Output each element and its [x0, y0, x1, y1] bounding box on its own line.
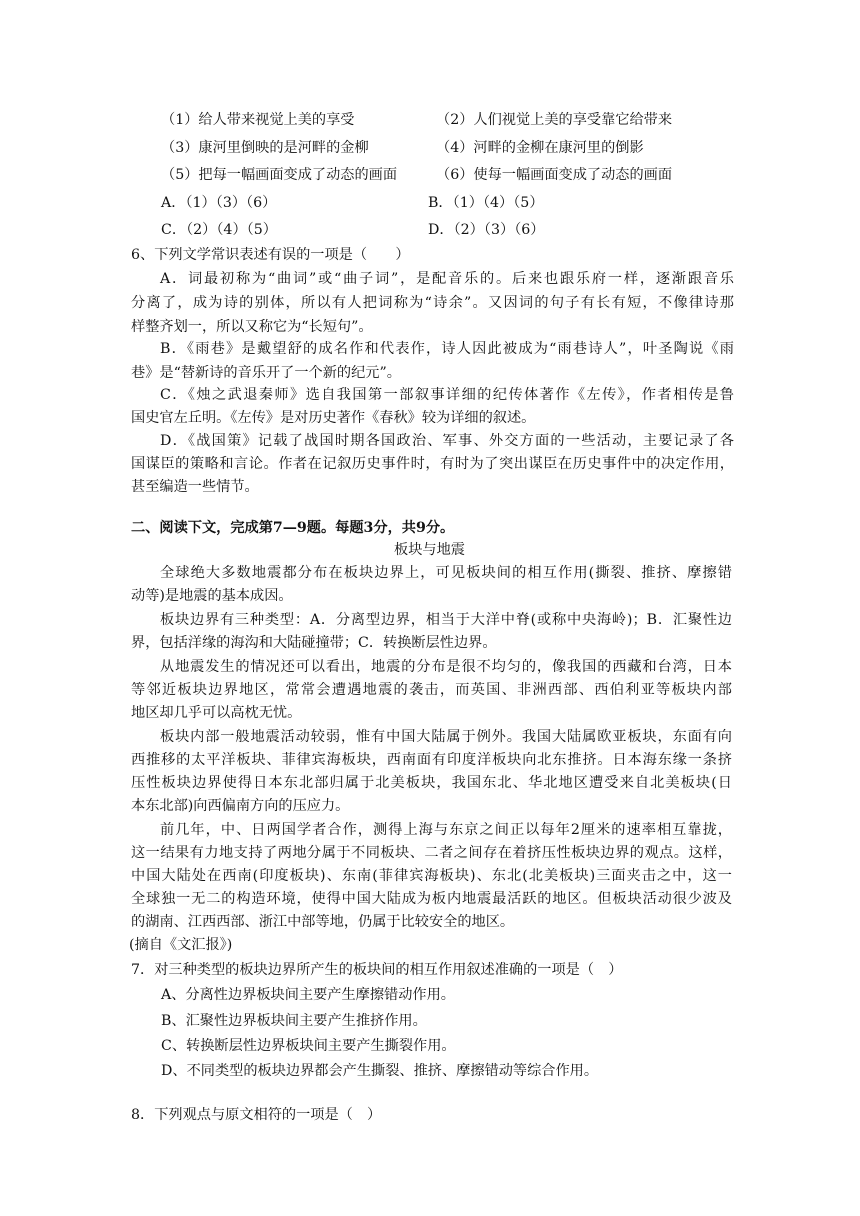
passage-line: 等邻近板块边界地区，常常会遭遇地震的袭击，而英国、非洲西部、西伯利亚等板块内部	[131, 682, 732, 698]
passage-line: 全球绝大多数地震都分布在板块边界上，可见板块间的相互作用(撕裂、推挤、摩擦错	[160, 565, 732, 581]
passage-line: 动等)是地震的基本成因。	[131, 588, 293, 604]
passage-line: 西推移的太平洋板块、菲律宾海板块，西南面有印度洋板块向北东推挤。日本海东缘一条挤	[131, 752, 732, 768]
q7-option: C、转换断层性边界板块间主要产生撕裂作用。	[161, 1038, 456, 1054]
q7-option: B、汇聚性边界板块间主要产生推挤作用。	[161, 1013, 427, 1029]
q5-item-4: （4）河畔的金柳在康河里的倒影	[436, 140, 644, 156]
q7-option: D、不同类型的板块边界都会产生撕裂、推挤、摩擦错动等综合作用。	[161, 1063, 599, 1079]
q7-stem: 7．对三种类型的板块边界所产生的板块间的相互作用叙述准确的一项是（ ）	[131, 962, 623, 978]
passage-source: (摘自《文汇报》)	[129, 937, 233, 953]
q8-stem: 8．下列观点与原文相符的一项是（ ）	[131, 1107, 382, 1123]
passage-line: 前几年，中、日两国学者合作，测得上海与东京之间正以每年2厘米的速率相互靠拢，	[160, 822, 732, 838]
passage-title: 板块与地震	[394, 542, 465, 558]
passage-line: 从地震发生的情况还可以看出，地震的分布是很不均匀的，像我国的西藏和台湾，日本	[160, 659, 732, 675]
q6-stem: 6、下列文学常识表述有误的一项是（ ）	[131, 247, 410, 263]
q6-option-a-line: 分离了，成为诗的别体，所以有人把词称为“诗余”。又因词的句子有长有短，不像律诗那	[131, 295, 734, 311]
passage-line: 界，包括洋缘的海沟和大陆碰撞带；C．转换断层性边界。	[131, 635, 497, 651]
q6-option-c-line: C．《烛之武退秦师》选自我国第一部叙事详细的纪传体著作《左传》，作者相传是鲁	[160, 387, 734, 403]
passage-line: 地区却几乎可以高枕无忧。	[131, 705, 302, 721]
passage-line: 的湖南、江西西部、浙江中部等地，仍属于比较安全的地区。	[131, 914, 515, 930]
q5-item-6: （6）使每一幅画面变成了动态的画面	[436, 167, 673, 183]
q6-option-a-line: 样整齐划一，所以又称它为“长短句”。	[131, 319, 373, 335]
q5-choice-a: A．（1）（3）（6）	[161, 195, 277, 211]
q5-choice-d: D．（2）（3）（6）	[428, 222, 545, 238]
q6-option-b-line: 巷》是“替新诗的音乐开了一个新的纪元”。	[131, 365, 401, 381]
q5-item-5: （5）把每一幅画面变成了动态的画面	[161, 167, 398, 183]
passage-line: 这一结果有力地支持了两地分属于不同板块、二者之间存在着挤压性板块边界的观点。这样，	[131, 845, 732, 861]
q6-option-b-line: B．《雨巷》是戴望舒的成名作和代表作，诗人因此被成为“雨巷诗人”，叶圣陶说《雨	[160, 341, 734, 357]
q5-item-2: （2）人们视觉上美的享受靠它给带来	[436, 112, 673, 128]
passage-line: 板块内部一般地震活动较弱，惟有中国大陆属于例外。我国大陆属欧亚板块，东面有向	[160, 729, 732, 745]
q5-choice-c: C．（2）（4）（5）	[161, 222, 277, 238]
q6-option-c-line: 国史官左丘明。《左传》是对历史著作《春秋》较为详细的叙述。	[131, 410, 536, 426]
q7-option: A、分离性边界板块间主要产生摩擦错动作用。	[161, 987, 455, 1003]
q6-option-a-line: A．词最初称为“曲词”或“曲子词”，是配音乐的。后来也跟乐府一样，逐渐跟音乐	[160, 271, 734, 287]
q5-choice-b: B．（1）（4）（5）	[428, 195, 544, 211]
q6-option-d-line: D．《战国策》记载了战国时期各国政治、军事、外交方面的一些活动，主要记录了各	[160, 433, 734, 449]
passage-line: 压性板块边界使得日本东北部归属于北美板块，我国东北、华北地区遭受来自北美板块(日	[131, 775, 732, 791]
passage-line: 本东北部)向西偏南方向的压应力。	[131, 798, 350, 814]
section-heading: 二、阅读下文，完成第7—9题。每题3分，共9分。	[131, 520, 455, 536]
q5-item-3: （3）康河里倒映的是河畔的金柳	[161, 140, 369, 156]
q5-item-1: （1）给人带来视觉上美的享受	[161, 112, 355, 128]
q6-option-d-line: 甚至编造一些情节。	[131, 479, 259, 495]
passage-line: 板块边界有三种类型：A．分离型边界，相当于大洋中脊(或称中央海岭)；B．汇聚性边	[160, 612, 732, 628]
passage-line: 中国大陆处在西南(印度板块)、东南(菲律宾海板块)、东北(北美板块)三面夹击之中，这一	[131, 868, 732, 884]
passage-line: 全球独一无二的构造环境，使得中国大陆成为板内地震最活跃的地区。但板块活动很少波及	[131, 891, 732, 907]
q6-option-d-line: 国谋臣的策略和言论。作者在记叙历史事件时，有时为了突出谋臣在历史事件中的决定作用，	[131, 456, 734, 472]
